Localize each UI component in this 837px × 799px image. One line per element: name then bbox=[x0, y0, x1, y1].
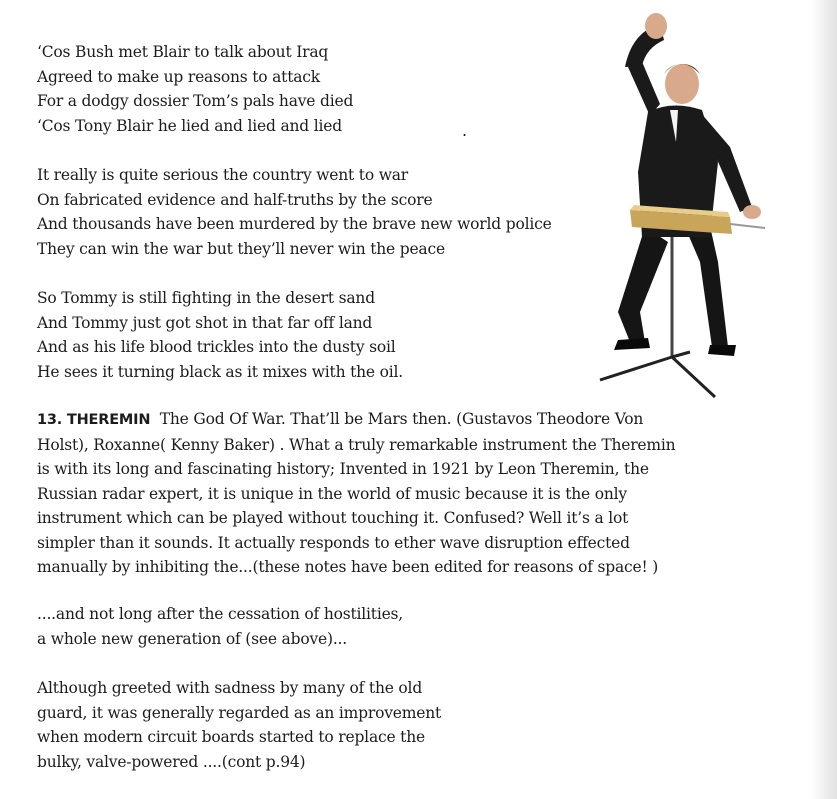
aside-paragraph bbox=[37, 602, 403, 651]
closing-line: when modern circuit boards started to replace the bbox=[37, 728, 425, 746]
track-heading: 13. THEREMIN bbox=[37, 412, 151, 428]
verse-line: On fabricated evidence and half-truths by the score bbox=[37, 190, 433, 209]
verse-line: ‘Cos Tony Blair he lied and lied and lied bbox=[37, 116, 342, 135]
verse-line: ‘Cos Bush met Blair to talk about Iraq bbox=[37, 43, 329, 61]
track-first-line bbox=[37, 407, 737, 433]
verse-line: Agreed to make up reasons to attack bbox=[37, 67, 320, 86]
aside-line: a whole new generation of (see above)... bbox=[37, 629, 348, 648]
track-line: Holst), Roxanne( Kenny Baker) . What a truly remarkable instrument the Theremin bbox=[37, 435, 676, 454]
theremin-performer-photo bbox=[590, 12, 780, 402]
verse-line: And thousands have been murdered by the brave new world police bbox=[37, 215, 552, 233]
track-line: Russian radar expert, it is unique in the world of music because it is the only bbox=[37, 484, 627, 503]
stray-dot: . bbox=[462, 121, 468, 140]
verse-line: For a dodgy dossier Tom’s pals have died bbox=[37, 92, 354, 110]
closing-paragraph bbox=[37, 676, 441, 774]
track-line: is with its long and fascinating history; Invented in 1921 by Leon Theremin, the bbox=[37, 460, 649, 478]
verse-line: And Tommy just got shot in that far off land bbox=[37, 313, 373, 332]
verse-line: They can win the war but they’ll never win the peace bbox=[37, 239, 445, 258]
track-13-notes bbox=[37, 407, 737, 580]
verse-line: He sees it turning black as it mixes with the oil. bbox=[37, 362, 403, 381]
closing-line: guard, it was generally regarded as an improvement bbox=[37, 703, 442, 722]
track-line: instrument which can be played without touching it. Confused? Well it’s a lot bbox=[37, 509, 629, 527]
closing-line: bulky, valve-powered ....(cont p.94) bbox=[37, 752, 306, 771]
verse-line: It really is quite serious the country went to war bbox=[37, 166, 409, 184]
verse-line: And as his life blood trickles into the dusty soil bbox=[37, 338, 396, 356]
track-line: simpler than it sounds. It actually responds to ether wave disruption effected bbox=[37, 533, 630, 552]
aside-line: ....and not long after the cessation of hostilities, bbox=[37, 605, 404, 623]
track-line: manually by inhibiting the...(these notes have been edited for reasons of space! ) bbox=[37, 558, 659, 576]
verse-line: So Tommy is still fighting in the desert sand bbox=[37, 289, 375, 307]
closing-line: Although greeted with sadness by many of the old bbox=[37, 679, 423, 697]
track-line: The God Of War. That’ll be Mars then. (Gustavos Theodore Von bbox=[159, 410, 644, 428]
